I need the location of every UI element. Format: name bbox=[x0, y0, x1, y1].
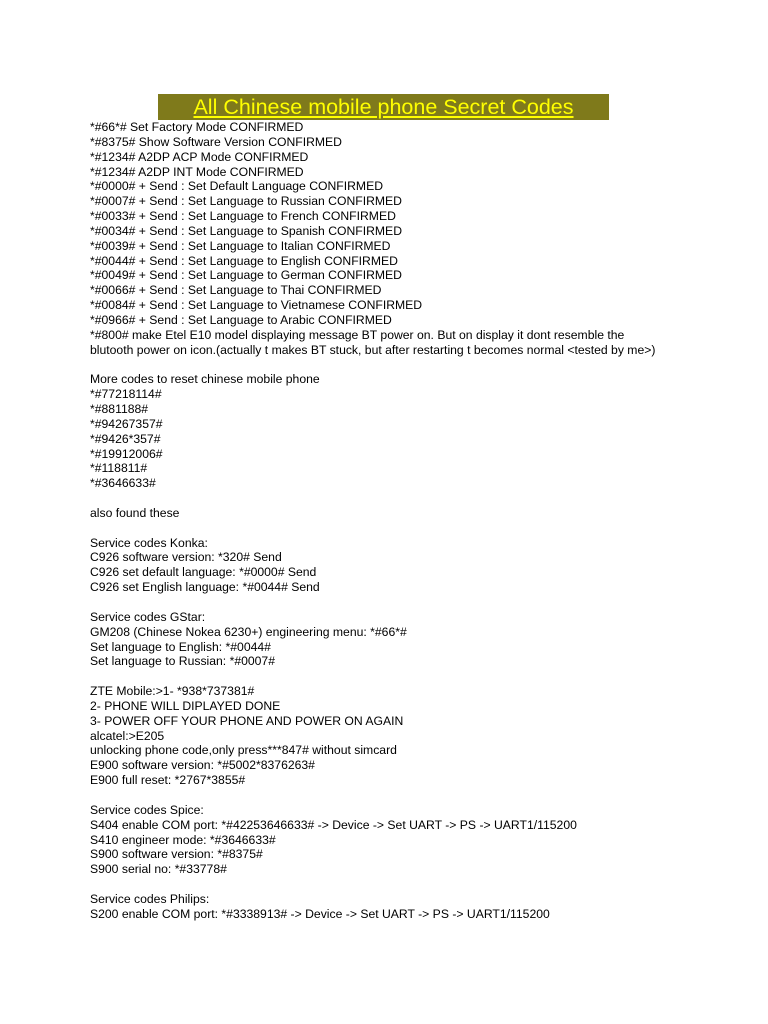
text-line: *#94267357# bbox=[90, 416, 163, 431]
text-line: C926 set default language: *#0000# Send bbox=[90, 565, 317, 580]
blank-line bbox=[90, 491, 730, 506]
section-heading: More codes to reset chinese mobile phone bbox=[90, 372, 320, 387]
blank-line bbox=[90, 595, 730, 610]
text-line: *#1234# A2DP INT Mode CONFIRMED bbox=[90, 164, 304, 179]
text-line: S900 software version: *#8375# bbox=[90, 847, 263, 862]
section-heading: Service codes Philips: bbox=[90, 891, 210, 906]
text-line: *#0966# + Send : Set Language to Arabic CONFIRMED bbox=[90, 312, 392, 327]
text-line: also found these bbox=[90, 505, 180, 520]
text-line: 3- POWER OFF YOUR PHONE AND POWER ON AGAIN bbox=[90, 713, 404, 728]
text-line: E900 full reset: *2767*3855# bbox=[90, 773, 246, 788]
section-heading: Service codes Spice: bbox=[90, 802, 204, 817]
text-line: *#9426*357# bbox=[90, 431, 161, 446]
text-line: *#19912006# bbox=[90, 446, 163, 461]
section-heading: Service codes Konka: bbox=[90, 535, 208, 550]
text-line: E900 software version: *#5002*8376263# bbox=[90, 758, 315, 773]
text-line: *#0033# + Send : Set Language to French CONFIRMED bbox=[90, 209, 396, 224]
text-line: C926 set English language: *#0044# Send bbox=[90, 580, 320, 595]
blank-line bbox=[90, 788, 730, 803]
text-line: ZTE Mobile:>1- *938*737381# bbox=[90, 684, 255, 699]
blank-line bbox=[90, 358, 730, 373]
blank-line bbox=[90, 877, 730, 892]
text-line: Set language to Russian: *#0007# bbox=[90, 654, 275, 669]
text-line: *#0034# + Send : Set Language to Spanish CONFIRMED bbox=[90, 223, 402, 238]
text-line: S200 enable COM port: *#3338913# -> Device -> Set UART -> PS -> UART1/115200 bbox=[90, 906, 550, 921]
text-line: *#0007# + Send : Set Language to Russian CONFIRMED bbox=[90, 194, 402, 209]
text-line: *#0049# + Send : Set Language to German CONFIRMED bbox=[90, 268, 402, 283]
text-line: *#3646633# bbox=[90, 476, 156, 491]
text-line: *#66*# Set Factory Mode CONFIRMED bbox=[90, 120, 304, 134]
text-line: unlocking phone code,only press***847# without simcard bbox=[90, 743, 397, 758]
document-title: All Chinese mobile phone Secret Codes bbox=[158, 94, 609, 120]
section-heading: Service codes GStar: bbox=[90, 609, 206, 624]
text-line: *#118811# bbox=[90, 461, 148, 476]
text-line: blutooth power on icon.(actually t makes BT stuck, but after restarting t becomes normal <tested by me>) bbox=[90, 342, 656, 357]
document-body bbox=[90, 120, 730, 922]
text-line: S900 serial no: *#33778# bbox=[90, 862, 227, 877]
text-line: S404 enable COM port: *#42253646633# -> Device -> Set UART -> PS -> UART1/115200 bbox=[90, 817, 577, 832]
text-line: *#1234# A2DP ACP Mode CONFIRMED bbox=[90, 149, 309, 164]
blank-line bbox=[90, 669, 730, 684]
text-line: *#8375# Show Software Version CONFIRMED bbox=[90, 134, 342, 149]
text-line: Set language to English: *#0044# bbox=[90, 639, 271, 654]
text-line: C926 software version: *320# Send bbox=[90, 550, 282, 565]
text-line: alcatel:>E205 bbox=[90, 728, 165, 743]
blank-line bbox=[90, 521, 730, 536]
text-line: *#881188# bbox=[90, 402, 149, 417]
text-line: 2- PHONE WILL DIPLAYED DONE bbox=[90, 698, 281, 713]
text-line: *#0066# + Send : Set Language to Thai CONFIRMED bbox=[90, 283, 382, 298]
text-line: *#800# make Etel E10 model displaying message BT power on. But on display it dont resemble the bbox=[90, 327, 625, 342]
text-line: S410 engineer mode: *#3646633# bbox=[90, 832, 276, 847]
text-line: *#0039# + Send : Set Language to Italian CONFIRMED bbox=[90, 238, 391, 253]
text-line: GM208 (Chinese Nokea 6230+) engineering menu: *#66*# bbox=[90, 624, 407, 639]
text-line: *#77218114# bbox=[90, 387, 162, 402]
text-line: *#0084# + Send : Set Language to Vietnamese CONFIRMED bbox=[90, 298, 423, 313]
text-line: *#0000# + Send : Set Default Language CONFIRMED bbox=[90, 179, 384, 194]
text-line: *#0044# + Send : Set Language to English CONFIRMED bbox=[90, 253, 398, 268]
